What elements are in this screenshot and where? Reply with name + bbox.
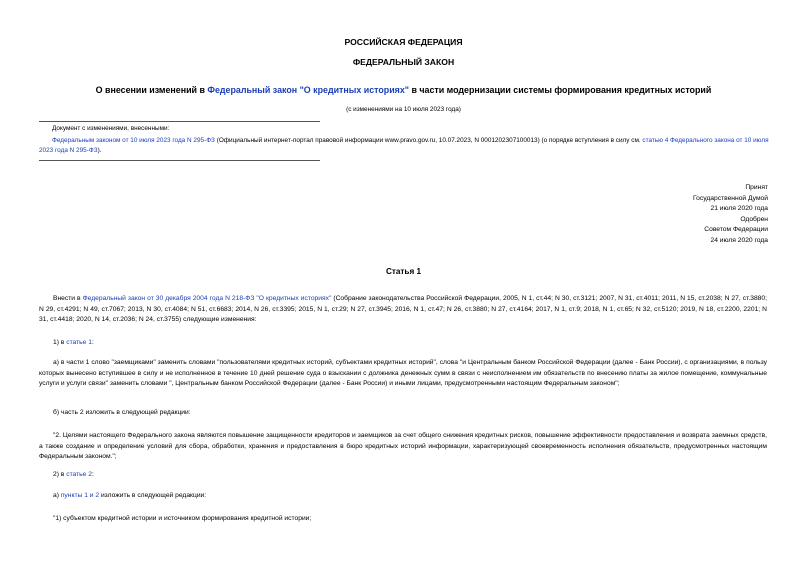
approval-line: 21 июля 2020 года [710, 205, 768, 213]
law-type-heading: ФЕДЕРАЛЬНЫЙ ЗАКОН [352, 57, 455, 67]
approval-line: Принят [745, 184, 768, 191]
changes-law-link[interactable]: Федеральным законом от 10 июля 2023 года N 295-ФЗ [52, 137, 215, 144]
item-2-a-suffix: изложить в следующей редакции: [99, 492, 207, 499]
approval-line: Одобрен [740, 215, 768, 223]
changes-intro: Документ с изменениями, внесенными: [52, 125, 170, 132]
item-2 [53, 470, 753, 481]
changes-text [39, 136, 769, 156]
item-2-prefix: 2) в [53, 471, 67, 478]
title-prefix: О внесении изменений в [95, 85, 208, 95]
document-title [0, 85, 807, 95]
item-1 [53, 338, 753, 349]
article-heading: Статья 1 [385, 267, 422, 276]
item-2-suffix: : [91, 471, 94, 478]
changes-text-1: (Официальный интернет-портал правовой информации www.pravo.gov.ru, 10.07.2023, N 0001202307100013) (о порядке вступления в силу см. [214, 137, 643, 144]
approval-block [568, 183, 768, 247]
subitem-b-paragraph: б) часть 2 изложить в следующей редакции: [53, 409, 191, 416]
article-intro-paragraph [39, 294, 767, 326]
title-law-link[interactable]: Федеральный закон "О кредитных историях" [207, 85, 409, 95]
approval-line: Советом Федерации [704, 226, 768, 234]
subitem-a-paragraph: а) в части 1 слово "заемщиками" заменить словами "пользователями кредитных историй, субъектами кредитных историй", слова "и Центральным банком Российской Федерации (далее - Банк России), с организациями, в пользу которых вынесено вступившее в силу и не исполненное в течение 10 дней решение суда о взыскании с должника денежных сумм в связи с неисполнением им обязательств по внесению платы за жилое помещение, коммунальные услуги и услуги связи" заменить словами ", Центральным банком Российской Федерации (далее - Банк России) и иными лицами, предусмотренными настоящим Федеральным законом"; [39, 359, 767, 388]
points-1-2-link[interactable]: пункты 1 и 2 [60, 492, 100, 499]
part-2-quote: "2. Целями настоящего Федерального закона являются повышение защищенности кредиторов и заемщиков за счет общего снижения кредитных рисков, повышение эффективности предоставления и возврата заемных средств, а также создание и определение условий для сбора, обработки, хранения и предоставления в бюро кредитных историй информации, характеризующей своевременность исполнения обязательств, предусмотренных настоящим Федеральным законом."; [39, 432, 767, 461]
item-1-prefix: 1) в [53, 339, 67, 346]
law-218-link[interactable]: Федеральный закон от 30 декабря 2004 года N 218-ФЗ "О кредитных историях" [82, 295, 332, 302]
approval-line: 24 июля 2020 года [710, 236, 768, 244]
revision-note: (с изменениями на 10 июля 2023 года) [346, 106, 461, 113]
changes-top-divider [39, 121, 320, 122]
article-2-link[interactable]: статье 2 [66, 471, 92, 478]
item-2-a-prefix: а) [53, 492, 61, 499]
changes-bottom-divider [39, 160, 320, 161]
changes-text-2: ). [97, 147, 102, 154]
country-heading: РОССИЙСКАЯ ФЕДЕРАЦИЯ [344, 37, 463, 47]
point-1-quote: "1) субъектом кредитной истории и источником формирования кредитной истории; [53, 515, 312, 522]
approval-line: Государственной Думой [693, 194, 768, 202]
item-1-suffix: : [91, 339, 94, 346]
title-suffix: в части модернизации системы формирования кредитных историй [408, 85, 712, 95]
intro-body: (Собрание законодательства Российской Федерации, 2005, N 1, ст.44; N 30, ст.3121; 2007, N 31, ст.4011; 2011, N 15, ст.2038; N 27, ст.3880; N 29, ст.4291; N 49, ст.7067; 2013, N 30, ст.4084; N 51, ст.6683; 2014, N 26, ст.3395; 2015, N 1, ст.29; N 27, ст.3945; 2016, N 1, ст.47; N 26, ст.3880; N 27, ст.4164; 2017, N 1, ст.9; 2018, N 1, ст.65; N 32, ст.5120; 2019, N 18, ст.2200, 2201; N 31, ст.4418; 2020, N 14, ст.2036; N 24, ст.3755) следующие изменения: [39, 295, 767, 324]
changes-article-link[interactable]: статью 4 Федерального закона от 10 июля 2023 года N 295-ФЗ [39, 137, 769, 154]
article-1-link[interactable]: статье 1 [66, 339, 92, 346]
intro-prefix: Внести в [53, 295, 83, 302]
item-2-a [53, 491, 753, 502]
